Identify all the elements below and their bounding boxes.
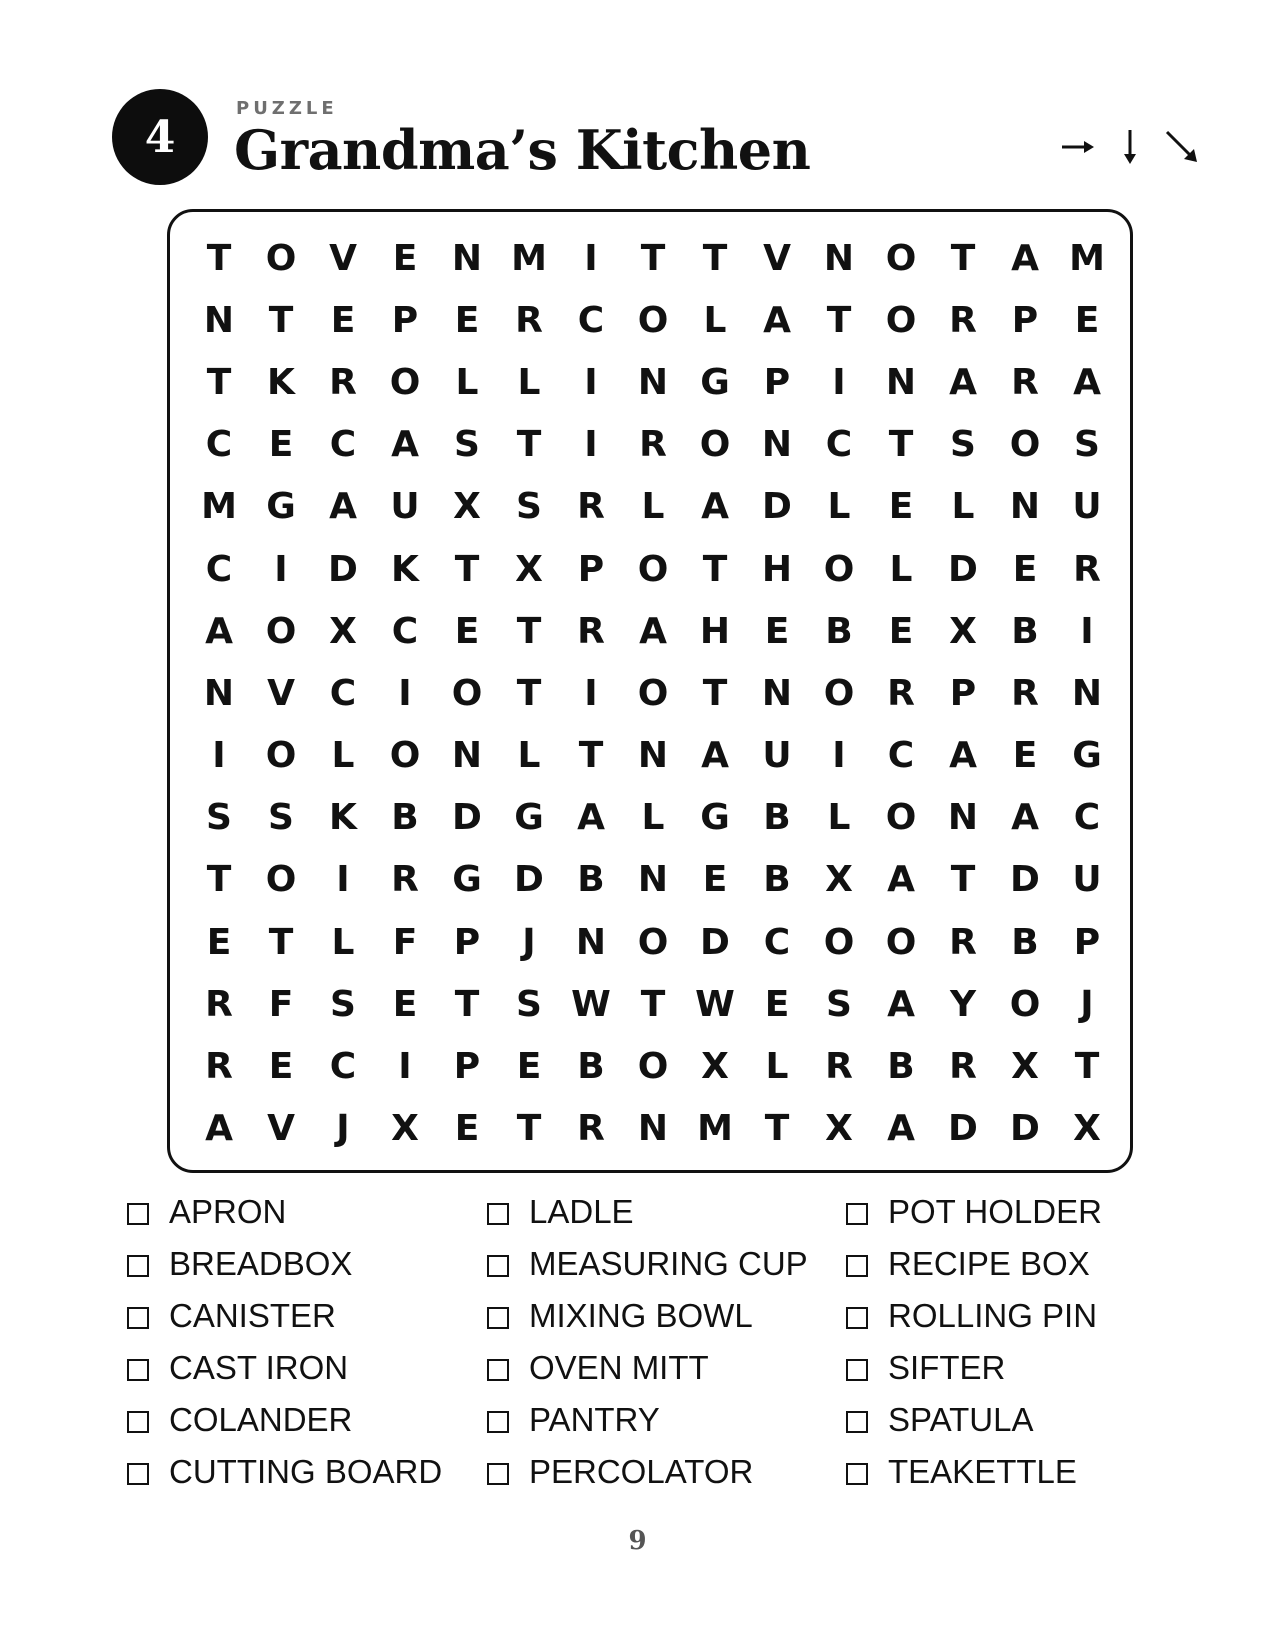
grid-letter[interactable]: R — [205, 983, 233, 1025]
grid-letter[interactable]: C — [577, 299, 605, 341]
grid-letter[interactable]: B — [1011, 921, 1039, 963]
grid-letter[interactable]: C — [329, 1046, 357, 1088]
word-search-grid — [188, 227, 1118, 1160]
grid-letter[interactable]: N — [575, 921, 607, 963]
grid-letter[interactable]: B — [577, 1046, 605, 1088]
word-item[interactable] — [846, 1342, 1102, 1394]
grid-letter[interactable]: M — [511, 237, 547, 279]
grid-letter[interactable]: I — [398, 672, 412, 714]
grid-letter[interactable]: S — [206, 797, 232, 839]
grid-letter[interactable]: L — [951, 486, 975, 528]
grid-letter[interactable]: X — [701, 1046, 729, 1088]
grid-letter[interactable]: S — [826, 983, 852, 1025]
grid-letter[interactable]: R — [577, 610, 605, 652]
grid-letter[interactable]: O — [885, 299, 917, 341]
grid-letter[interactable]: R — [1073, 548, 1101, 590]
grid-letter[interactable]: J — [336, 1108, 350, 1150]
grid-letter[interactable]: W — [695, 983, 735, 1025]
grid-letter[interactable]: E — [268, 424, 294, 466]
word-item[interactable] — [487, 1290, 808, 1342]
word-label: BREADBOX — [169, 1245, 353, 1282]
grid-letter[interactable]: T — [950, 237, 976, 279]
grid-letter[interactable]: I — [274, 548, 288, 590]
grid-letter[interactable]: T — [206, 859, 232, 901]
grid-letter[interactable]: N — [637, 1108, 669, 1150]
word-item[interactable] — [487, 1394, 808, 1446]
grid-letter[interactable]: X — [391, 1108, 419, 1150]
word-checkbox[interactable] — [846, 1359, 868, 1381]
arrow-down-right-icon — [1162, 127, 1202, 167]
grid-letter[interactable]: G — [452, 859, 482, 901]
word-checkbox[interactable] — [127, 1307, 149, 1329]
grid-letter[interactable]: T — [578, 735, 604, 777]
grid-letter[interactable]: A — [1073, 361, 1101, 403]
word-checkbox[interactable] — [487, 1463, 509, 1485]
grid-letter[interactable]: N — [1071, 672, 1103, 714]
grid-letter[interactable]: N — [761, 424, 793, 466]
grid-letter[interactable]: D — [1010, 1108, 1040, 1150]
word-checkbox[interactable] — [487, 1411, 509, 1433]
grid-letter[interactable]: A — [763, 299, 791, 341]
grid-letter[interactable]: E — [268, 1046, 294, 1088]
grid-letter[interactable]: U — [762, 735, 792, 777]
word-label: MIXING BOWL — [529, 1297, 753, 1334]
grid-letter[interactable]: N — [637, 859, 669, 901]
word-column — [127, 1186, 442, 1498]
grid-letter[interactable]: P — [763, 361, 791, 403]
word-label: COLANDER — [169, 1401, 353, 1438]
grid-letter[interactable]: B — [1011, 610, 1039, 652]
word-checkbox[interactable] — [846, 1411, 868, 1433]
word-list — [127, 1186, 1167, 1496]
grid-letter[interactable]: T — [206, 361, 232, 403]
grid-letter[interactable]: T — [516, 1108, 542, 1150]
grid-letter[interactable]: R — [577, 1108, 605, 1150]
grid-letter[interactable]: N — [637, 361, 669, 403]
grid-letter[interactable]: A — [1011, 797, 1039, 839]
grid-letter[interactable]: D — [700, 921, 730, 963]
grid-letter[interactable]: L — [517, 735, 541, 777]
grid-letter[interactable]: R — [1011, 361, 1039, 403]
grid-letter[interactable]: T — [702, 548, 728, 590]
grid-letter[interactable]: V — [267, 672, 295, 714]
grid-letter[interactable]: L — [641, 797, 665, 839]
grid-letter[interactable]: O — [823, 548, 855, 590]
grid-letter[interactable]: N — [947, 797, 979, 839]
word-label: ROLLING PIN — [888, 1297, 1098, 1334]
grid-letter[interactable]: T — [764, 1108, 790, 1150]
grid-letter[interactable]: R — [391, 859, 419, 901]
grid-letter[interactable]: N — [885, 361, 917, 403]
word-item[interactable] — [846, 1290, 1102, 1342]
grid-letter[interactable]: X — [1011, 1046, 1039, 1088]
grid-letter[interactable]: D — [1010, 859, 1040, 901]
word-label: SIFTER — [888, 1349, 1006, 1386]
grid-letter[interactable]: N — [203, 299, 235, 341]
word-item[interactable] — [487, 1186, 808, 1238]
word-item[interactable] — [127, 1186, 442, 1238]
grid-letter[interactable]: S — [950, 424, 976, 466]
grid-letter[interactable]: L — [889, 548, 913, 590]
grid-letter[interactable]: T — [454, 548, 480, 590]
grid-letter[interactable]: P — [453, 1046, 481, 1088]
grid-letter[interactable]: R — [887, 672, 915, 714]
word-item[interactable] — [127, 1342, 442, 1394]
grid-letter[interactable]: A — [887, 1108, 915, 1150]
word-column — [846, 1186, 1102, 1498]
puzzle-number: 4 — [144, 111, 176, 163]
grid-letter[interactable]: P — [1011, 299, 1039, 341]
word-checkbox[interactable] — [487, 1359, 509, 1381]
grid-letter[interactable]: O — [265, 735, 297, 777]
grid-letter[interactable]: E — [330, 299, 356, 341]
grid-letter[interactable]: C — [887, 735, 915, 777]
grid-letter[interactable]: N — [761, 672, 793, 714]
grid-letter[interactable]: O — [389, 735, 421, 777]
grid-letter[interactable]: E — [702, 859, 728, 901]
grid-letter[interactable]: R — [1011, 672, 1039, 714]
grid-letter[interactable]: R — [577, 486, 605, 528]
word-item[interactable] — [846, 1186, 1102, 1238]
word-checkbox[interactable] — [127, 1411, 149, 1433]
grid-letter[interactable]: X — [515, 548, 543, 590]
grid-letter[interactable]: O — [823, 921, 855, 963]
grid-letter[interactable]: T — [702, 672, 728, 714]
grid-letter[interactable]: A — [887, 983, 915, 1025]
grid-letter[interactable]: B — [763, 859, 791, 901]
grid-letter[interactable]: G — [700, 361, 730, 403]
grid-letter[interactable]: O — [823, 672, 855, 714]
grid-letter[interactable]: A — [205, 1108, 233, 1150]
grid-letter[interactable]: G — [266, 486, 296, 528]
grid-letter[interactable]: O — [637, 548, 669, 590]
grid-letter[interactable]: L — [455, 361, 479, 403]
word-label: PANTRY — [529, 1401, 660, 1438]
grid-letter[interactable]: P — [949, 672, 977, 714]
page-number: 9 — [628, 1526, 647, 1556]
grid-letter[interactable]: B — [887, 1046, 915, 1088]
grid-letter[interactable]: O — [885, 921, 917, 963]
grid-letter[interactable]: P — [391, 299, 419, 341]
grid-letter[interactable]: A — [701, 486, 729, 528]
puzzle-number-badge — [112, 89, 208, 185]
grid-letter[interactable]: L — [641, 486, 665, 528]
puzzle-eyebrow: PUZZLE — [236, 98, 338, 119]
grid-letter[interactable]: B — [391, 797, 419, 839]
grid-letter[interactable]: I — [212, 735, 226, 777]
grid-letter[interactable]: S — [330, 983, 356, 1025]
grid-letter[interactable]: T — [206, 237, 232, 279]
word-checkbox[interactable] — [846, 1255, 868, 1277]
grid-letter[interactable]: D — [328, 548, 358, 590]
grid-letter[interactable]: E — [1012, 735, 1038, 777]
grid-letter[interactable]: E — [764, 610, 790, 652]
word-label: CANISTER — [169, 1297, 336, 1334]
word-item[interactable] — [846, 1238, 1102, 1290]
word-item[interactable] — [127, 1238, 442, 1290]
grid-letter[interactable]: E — [516, 1046, 542, 1088]
grid-letter[interactable]: C — [205, 424, 233, 466]
grid-letter[interactable]: X — [1073, 1108, 1101, 1150]
grid-letter[interactable]: N — [823, 237, 855, 279]
grid-letter[interactable]: A — [391, 424, 419, 466]
word-label: PERCOLATOR — [529, 1453, 754, 1490]
grid-letter[interactable]: A — [639, 610, 667, 652]
grid-letter[interactable]: E — [888, 486, 914, 528]
grid-letter[interactable]: A — [205, 610, 233, 652]
grid-letter[interactable]: B — [577, 859, 605, 901]
grid-letter[interactable]: K — [329, 797, 357, 839]
word-label: APRON — [169, 1193, 287, 1230]
grid-letter[interactable]: T — [268, 921, 294, 963]
grid-letter[interactable]: T — [516, 610, 542, 652]
arrow-down-icon — [1110, 127, 1150, 167]
grid-letter[interactable]: M — [1069, 237, 1105, 279]
word-checkbox[interactable] — [127, 1203, 149, 1225]
grid-letter[interactable]: R — [825, 1046, 853, 1088]
grid-letter[interactable]: O — [637, 299, 669, 341]
grid-letter[interactable]: R — [205, 1046, 233, 1088]
grid-letter[interactable]: O — [265, 237, 297, 279]
grid-letter[interactable]: X — [825, 1108, 853, 1150]
grid-letter[interactable]: O — [389, 361, 421, 403]
grid-letter[interactable]: S — [516, 983, 542, 1025]
grid-letter[interactable]: O — [1009, 983, 1041, 1025]
grid-letter[interactable]: G — [1072, 735, 1102, 777]
grid-letter[interactable]: A — [1011, 237, 1039, 279]
grid-letter[interactable]: M — [201, 486, 237, 528]
grid-letter[interactable]: O — [451, 672, 483, 714]
grid-letter[interactable]: T — [1074, 1046, 1100, 1088]
grid-letter[interactable]: O — [637, 1046, 669, 1088]
grid-letter[interactable]: A — [577, 797, 605, 839]
grid-letter[interactable]: C — [1073, 797, 1101, 839]
grid-letter[interactable]: G — [514, 797, 544, 839]
grid-letter[interactable]: V — [763, 237, 791, 279]
word-item[interactable] — [127, 1446, 442, 1498]
grid-letter[interactable]: Y — [949, 983, 977, 1025]
grid-letter[interactable]: J — [1080, 983, 1094, 1025]
grid-letter[interactable]: H — [761, 548, 793, 590]
grid-letter[interactable]: N — [203, 672, 235, 714]
grid-letter[interactable]: D — [948, 548, 978, 590]
grid-letter[interactable]: A — [887, 859, 915, 901]
grid-letter[interactable]: H — [699, 610, 731, 652]
word-label: OVEN MITT — [529, 1349, 709, 1386]
word-checkbox[interactable] — [487, 1203, 509, 1225]
grid-letter[interactable]: L — [765, 1046, 789, 1088]
grid-letter[interactable]: L — [331, 735, 355, 777]
word-item[interactable] — [487, 1238, 808, 1290]
word-label: CUTTING BOARD — [169, 1453, 443, 1490]
grid-letter[interactable]: I — [398, 1046, 412, 1088]
word-label: MEASURING CUP — [529, 1245, 808, 1282]
grid-letter[interactable]: U — [390, 486, 420, 528]
grid-letter[interactable]: N — [451, 237, 483, 279]
grid-letter[interactable]: S — [268, 797, 294, 839]
grid-letter[interactable]: C — [763, 921, 791, 963]
grid-letter[interactable]: C — [391, 610, 419, 652]
grid-letter[interactable]: I — [1080, 610, 1094, 652]
grid-letter[interactable]: O — [699, 424, 731, 466]
word-label: RECIPE BOX — [888, 1245, 1090, 1282]
grid-letter[interactable]: O — [265, 610, 297, 652]
grid-letter[interactable]: A — [949, 735, 977, 777]
grid-letter[interactable]: I — [832, 735, 846, 777]
grid-letter[interactable]: E — [1012, 548, 1038, 590]
grid-letter[interactable]: O — [885, 237, 917, 279]
word-checkbox[interactable] — [846, 1463, 868, 1485]
word-label: LADLE — [529, 1193, 634, 1230]
grid-letter[interactable]: S — [1074, 424, 1100, 466]
grid-letter[interactable]: K — [267, 361, 295, 403]
grid-letter[interactable]: N — [1009, 486, 1041, 528]
grid-letter[interactable]: E — [392, 237, 418, 279]
grid-letter[interactable]: F — [392, 921, 418, 963]
grid-letter[interactable]: L — [703, 299, 727, 341]
grid-letter[interactable]: T — [516, 672, 542, 714]
grid-letter[interactable]: S — [454, 424, 480, 466]
word-item[interactable] — [846, 1446, 1102, 1498]
grid-letter[interactable]: F — [268, 983, 294, 1025]
grid-letter[interactable]: I — [584, 672, 598, 714]
grid-letter[interactable]: R — [949, 299, 977, 341]
grid-letter[interactable]: E — [206, 921, 232, 963]
grid-letter[interactable]: T — [702, 237, 728, 279]
grid-letter[interactable]: B — [763, 797, 791, 839]
word-checkbox[interactable] — [127, 1255, 149, 1277]
word-label: SPATULA — [888, 1401, 1034, 1438]
word-checkbox[interactable] — [127, 1359, 149, 1381]
grid-letter[interactable]: T — [268, 299, 294, 341]
grid-letter[interactable]: E — [454, 1108, 480, 1150]
grid-letter[interactable]: E — [764, 983, 790, 1025]
word-item[interactable] — [487, 1342, 808, 1394]
grid-letter[interactable]: L — [827, 797, 851, 839]
grid-letter[interactable]: J — [522, 921, 536, 963]
grid-letter[interactable]: R — [329, 361, 357, 403]
word-label: TEAKETTLE — [888, 1453, 1077, 1490]
grid-letter[interactable]: N — [637, 735, 669, 777]
grid-letter[interactable]: O — [885, 797, 917, 839]
grid-letter[interactable]: P — [577, 548, 605, 590]
word-checkbox[interactable] — [846, 1203, 868, 1225]
grid-letter[interactable]: E — [1074, 299, 1100, 341]
grid-letter[interactable]: I — [336, 859, 350, 901]
grid-letter[interactable]: E — [392, 983, 418, 1025]
word-item[interactable] — [127, 1290, 442, 1342]
page-title: Grandma’s Kitchen — [234, 118, 811, 182]
grid-letter[interactable]: K — [391, 548, 419, 590]
word-item[interactable] — [487, 1446, 808, 1498]
grid-letter[interactable]: I — [584, 424, 598, 466]
word-label: CAST IRON — [169, 1349, 349, 1386]
grid-letter[interactable]: V — [267, 1108, 295, 1150]
grid-letter[interactable]: A — [701, 735, 729, 777]
arrow-right-icon — [1058, 127, 1098, 167]
word-label: POT HOLDER — [888, 1193, 1102, 1230]
grid-letter[interactable]: L — [331, 921, 355, 963]
grid-letter[interactable]: A — [329, 486, 357, 528]
grid-letter[interactable]: B — [825, 610, 853, 652]
grid-letter[interactable]: C — [329, 424, 357, 466]
grid-letter[interactable]: P — [1073, 921, 1101, 963]
grid-letter[interactable]: L — [517, 361, 541, 403]
grid-letter[interactable]: G — [700, 797, 730, 839]
word-checkbox[interactable] — [127, 1463, 149, 1485]
grid-letter[interactable]: E — [888, 610, 914, 652]
word-checkbox[interactable] — [487, 1255, 509, 1277]
grid-letter[interactable]: R — [515, 299, 543, 341]
word-item[interactable] — [846, 1394, 1102, 1446]
grid-letter[interactable]: L — [827, 486, 851, 528]
grid-letter[interactable]: A — [949, 361, 977, 403]
grid-letter[interactable]: T — [950, 859, 976, 901]
grid-letter[interactable]: X — [453, 486, 481, 528]
grid-letter[interactable]: O — [637, 672, 669, 714]
grid-letter[interactable]: X — [329, 610, 357, 652]
grid-letter[interactable]: C — [205, 548, 233, 590]
grid-letter[interactable]: U — [1072, 486, 1102, 528]
grid-letter[interactable]: E — [454, 610, 480, 652]
grid-letter[interactable]: T — [826, 299, 852, 341]
word-item[interactable] — [127, 1394, 442, 1446]
grid-letter[interactable]: X — [825, 859, 853, 901]
grid-letter[interactable]: W — [571, 983, 611, 1025]
grid-letter[interactable]: C — [329, 672, 357, 714]
grid-letter[interactable]: R — [949, 921, 977, 963]
grid-letter[interactable]: O — [1009, 424, 1041, 466]
grid-letter[interactable]: V — [329, 237, 357, 279]
grid-letter[interactable]: D — [452, 797, 482, 839]
grid-letter[interactable]: R — [949, 1046, 977, 1088]
grid-letter[interactable]: C — [825, 424, 853, 466]
grid-letter[interactable]: R — [639, 424, 667, 466]
grid-letter[interactable]: T — [888, 424, 914, 466]
grid-letter[interactable]: I — [584, 237, 598, 279]
grid-letter[interactable]: T — [454, 983, 480, 1025]
grid-letter[interactable]: T — [516, 424, 542, 466]
grid-letter[interactable]: O — [637, 921, 669, 963]
grid-letter[interactable]: P — [453, 921, 481, 963]
direction-icons — [1058, 127, 1202, 167]
grid-letter[interactable]: E — [454, 299, 480, 341]
grid-letter[interactable]: X — [949, 610, 977, 652]
grid-letter[interactable]: N — [451, 735, 483, 777]
grid-letter[interactable]: O — [265, 859, 297, 901]
grid-letter[interactable]: D — [514, 859, 544, 901]
word-column — [487, 1186, 808, 1498]
word-checkbox[interactable] — [846, 1307, 868, 1329]
word-checkbox[interactable] — [487, 1307, 509, 1329]
grid-letter[interactable]: S — [516, 486, 542, 528]
grid-letter[interactable]: D — [762, 486, 792, 528]
grid-letter[interactable]: M — [697, 1108, 733, 1150]
grid-letter[interactable]: U — [1072, 859, 1102, 901]
grid-letter[interactable]: T — [640, 237, 666, 279]
grid-letter[interactable]: I — [832, 361, 846, 403]
grid-letter[interactable]: I — [584, 361, 598, 403]
grid-letter[interactable]: D — [948, 1108, 978, 1150]
grid-letter[interactable]: T — [640, 983, 666, 1025]
